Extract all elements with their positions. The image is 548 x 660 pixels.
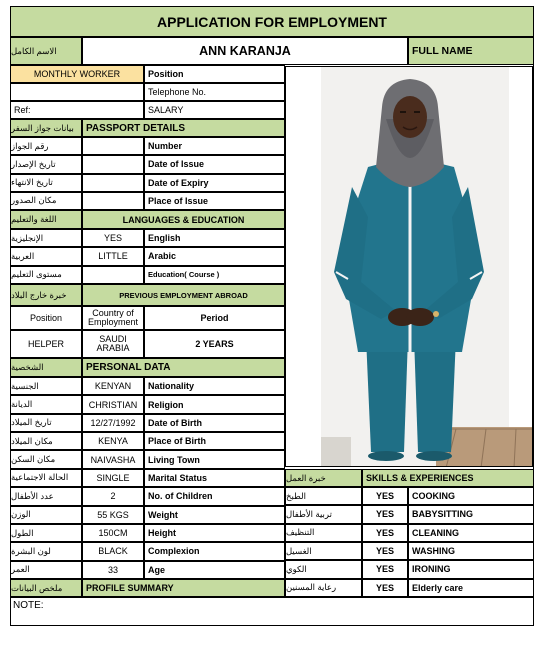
personal-row-value: 55 KGS (82, 506, 144, 524)
previous-header-ar: خبرة خارج البلاد (10, 284, 82, 306)
language-row-value: YES (82, 229, 144, 247)
previous-col-country: Country of Employment (82, 306, 144, 330)
personal-row-label-ar: مكان الميلاد (10, 432, 82, 450)
skill-row-label-ar: الكوي (285, 560, 362, 578)
language-row-value: LITTLE (82, 247, 144, 265)
personal-row-label: Date of Birth (144, 414, 285, 432)
passport-header-ar: بيانات جواز السفر (10, 119, 82, 137)
skill-row-value: YES (362, 524, 408, 542)
applicant-photo-illustration (286, 67, 533, 467)
passport-row-value (82, 137, 144, 155)
passport-row-label-ar: تاريخ الإصدار (10, 155, 82, 173)
language-row-label-ar: الإنجليزية (10, 229, 82, 247)
ref-label: Ref: (10, 101, 144, 119)
skill-row-label-ar: التنظيف (285, 524, 362, 542)
skill-row-label: BABYSITTING (408, 505, 534, 523)
applicant-photo (285, 66, 533, 467)
skill-row-label: WASHING (408, 542, 534, 560)
passport-row-label: Date of Expiry (144, 174, 285, 192)
passport-row-value (82, 174, 144, 192)
personal-row-label: Religion (144, 395, 285, 413)
previous-period-value: 2 YEARS (144, 330, 285, 358)
skill-row-label-ar: الطبخ (285, 487, 362, 505)
personal-row-label: No. of Children (144, 487, 285, 505)
skill-row-label-ar: الغسيل (285, 542, 362, 560)
language-row-label-ar: مستوى التعليم (10, 266, 82, 284)
previous-country-value: SAUDI ARABIA (82, 330, 144, 358)
personal-row-value: KENYAN (82, 377, 144, 395)
skills-header-ar: خبرة العمل (285, 469, 362, 487)
personal-row-label-ar: الحالة الاجتماعية (10, 469, 82, 487)
previous-header: PREVIOUS EMPLOYMENT ABROAD (82, 284, 285, 306)
personal-row-label-ar: الديانة (10, 395, 82, 413)
skill-row-value: YES (362, 560, 408, 578)
note-box (10, 597, 534, 626)
personal-row-label: Height (144, 524, 285, 542)
personal-row-label-ar: مكان السكن (10, 450, 82, 468)
personal-row-value: 33 (82, 561, 144, 579)
full-name-label-ar: الاسم الكامل (10, 37, 82, 65)
languages-header: LANGUAGES & EDUCATION (82, 210, 285, 229)
summary-header: PROFILE SUMMARY (82, 579, 285, 597)
personal-row-label: Living Town (144, 450, 285, 468)
position-label: Position (144, 65, 285, 83)
skill-row-label: CLEANING (408, 524, 534, 542)
previous-col-position: Position (10, 306, 82, 330)
note-label: NOTE: (13, 600, 44, 611)
telephone-value (10, 83, 144, 101)
salary-label: SALARY (144, 101, 285, 119)
passport-row-value (82, 192, 144, 210)
summary-header-ar: ملخص البيانات (10, 579, 82, 597)
personal-row-label-ar: لون البشرة (10, 542, 82, 560)
language-row-label: Education( Course ) (144, 266, 285, 284)
personal-row-label: Nationality (144, 377, 285, 395)
personal-row-label-ar: الطول (10, 524, 82, 542)
full-name-label: FULL NAME (408, 37, 534, 65)
personal-row-label: Complexion (144, 542, 285, 560)
passport-row-value (82, 155, 144, 173)
position-value: MONTHLY WORKER (10, 65, 144, 83)
personal-row-value: BLACK (82, 542, 144, 560)
personal-row-value: 150CM (82, 524, 144, 542)
personal-row-label-ar: العمر (10, 561, 82, 579)
previous-col-period: Period (144, 306, 285, 330)
personal-row-label-ar: الوزن (10, 506, 82, 524)
skill-row-label: COOKING (408, 487, 534, 505)
personal-row-label: Place of Birth (144, 432, 285, 450)
full-name-value: ANN KARANJA (82, 37, 408, 65)
previous-position-value: HELPER (10, 330, 82, 358)
personal-row-value: SINGLE (82, 469, 144, 487)
personal-row-label-ar: تاريخ الميلاد (10, 414, 82, 432)
personal-header-ar: الشخصية (10, 358, 82, 377)
personal-row-label-ar: الجنسية (10, 377, 82, 395)
form-title: APPLICATION FOR EMPLOYMENT (10, 6, 534, 37)
passport-row-label: Number (144, 137, 285, 155)
passport-row-label-ar: رقم الجواز (10, 137, 82, 155)
personal-row-label: Marital Status (144, 469, 285, 487)
language-row-value (82, 266, 144, 284)
telephone-label: Telephone No. (144, 83, 285, 101)
language-row-label: Arabic (144, 247, 285, 265)
personal-row-label: Weight (144, 506, 285, 524)
skill-row-label: IRONING (408, 560, 534, 578)
skill-row-label-ar: رعاية المسنين (285, 579, 362, 597)
personal-row-value: KENYA (82, 432, 144, 450)
personal-row-value: NAIVASHA (82, 450, 144, 468)
passport-row-label-ar: تاريخ الانتهاء (10, 174, 82, 192)
personal-row-value: 2 (82, 487, 144, 505)
personal-row-label: Age (144, 561, 285, 579)
skill-row-label-ar: تربية الأطفال (285, 505, 362, 523)
personal-row-label-ar: عدد الأطفال (10, 487, 82, 505)
skill-row-value: YES (362, 579, 408, 597)
skills-header: SKILLS & EXPERIENCES (362, 469, 534, 487)
passport-row-label: Place of Issue (144, 192, 285, 210)
passport-row-label: Date of Issue (144, 155, 285, 173)
passport-header: PASSPORT DETAILS (82, 119, 285, 137)
passport-row-label-ar: مكان الصدور (10, 192, 82, 210)
skill-row-value: YES (362, 487, 408, 505)
language-row-label-ar: العربية (10, 247, 82, 265)
skill-row-value: YES (362, 505, 408, 523)
personal-row-value: 12/27/1992 (82, 414, 144, 432)
skill-row-value: YES (362, 542, 408, 560)
personal-header: PERSONAL DATA (82, 358, 285, 377)
personal-row-value: CHRISTIAN (82, 395, 144, 413)
skill-row-label: Elderly care (408, 579, 534, 597)
languages-header-ar: اللغة والتعليم (10, 210, 82, 229)
language-row-label: English (144, 229, 285, 247)
